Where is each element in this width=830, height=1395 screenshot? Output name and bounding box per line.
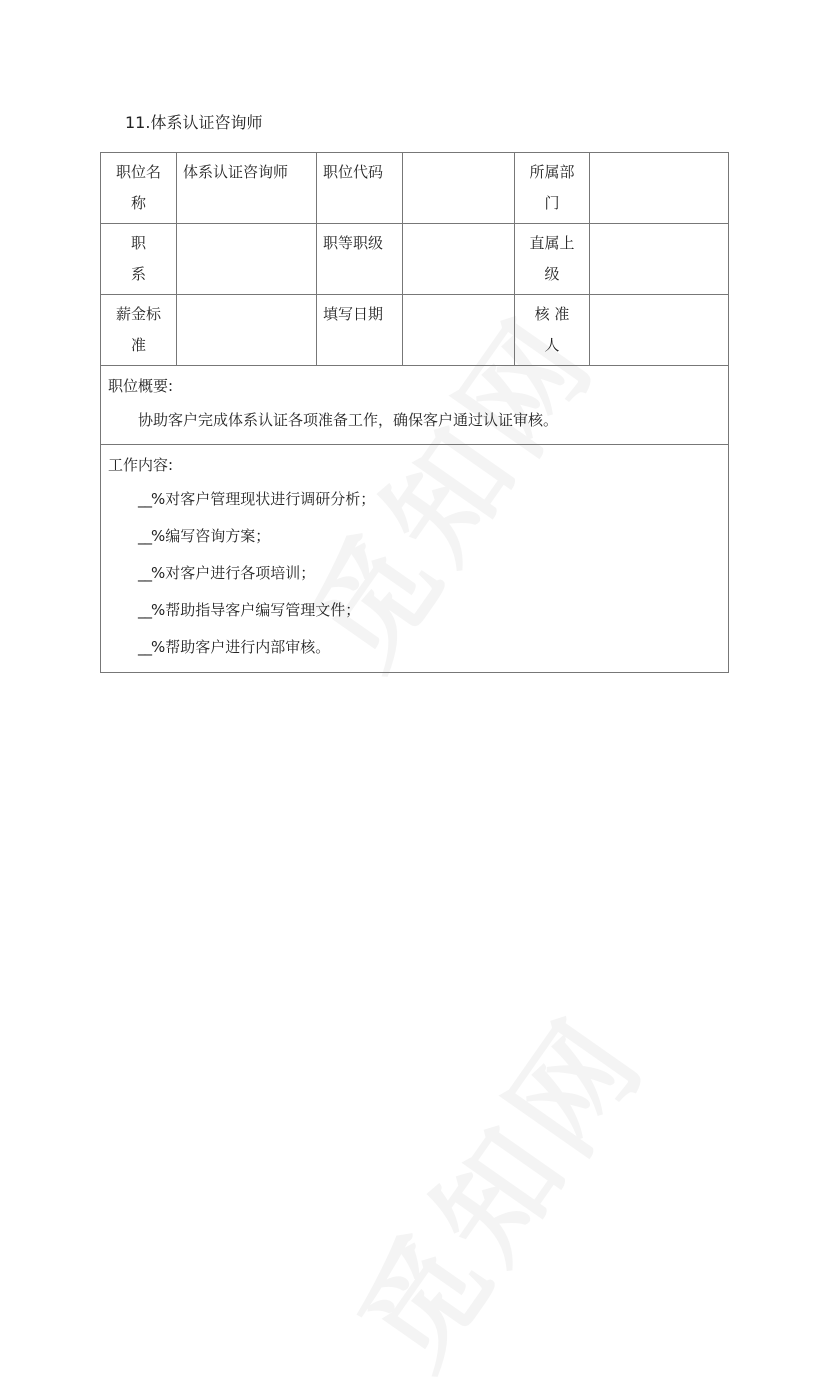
watermark-bottom	[313, 977, 678, 1395]
percent-blank: __	[138, 638, 151, 656]
value-fill-date	[403, 295, 515, 366]
value-approver	[590, 295, 729, 366]
job-description-table	[100, 152, 729, 673]
label-job-grade	[317, 224, 403, 295]
percent-blank: __	[138, 564, 151, 582]
label-fill-date	[317, 295, 403, 366]
duty-text: %对客户进行各项培训；	[151, 564, 316, 582]
duty-text: %编写咨询方案；	[151, 527, 271, 545]
duty-item	[108, 518, 721, 555]
label-line: 薪金标	[115, 305, 161, 323]
label-position-code	[317, 153, 403, 224]
value-salary-standard	[177, 295, 317, 366]
value-direct-supervisor	[590, 224, 729, 295]
value-job-family	[177, 224, 317, 295]
label-line: 填写日期	[323, 305, 384, 323]
duties-cell	[101, 445, 729, 673]
label-line: 所属部	[529, 163, 575, 181]
label-line: 职	[130, 234, 146, 252]
percent-blank: __	[138, 490, 151, 508]
info-row-2	[101, 224, 729, 295]
label-position-name	[101, 153, 177, 224]
label-line: 级	[544, 265, 560, 283]
label-line: 准	[130, 336, 146, 354]
label-line: 直属上	[529, 234, 575, 252]
label-line: 门	[544, 194, 560, 212]
info-row-3	[101, 295, 729, 366]
duty-item	[108, 555, 721, 592]
summary-cell	[101, 366, 729, 445]
duties-row	[101, 445, 729, 673]
label-department	[515, 153, 590, 224]
label-line: 核 准	[534, 305, 570, 323]
duty-text: %帮助客户进行内部审核。	[151, 638, 331, 656]
label-job-family	[101, 224, 177, 295]
summary-text: 协助客户完成体系认证各项准备工作，确保客户通过认证审核。	[138, 411, 559, 429]
value-position-name: 体系认证咨询师	[177, 153, 317, 224]
label-line: 系	[130, 265, 146, 283]
value-department	[590, 153, 729, 224]
value-position-code	[403, 153, 515, 224]
label-line: 职等职级	[323, 234, 384, 252]
label-line: 称	[130, 194, 146, 212]
label-line: 职位代码	[323, 163, 384, 181]
duty-item	[108, 592, 721, 629]
percent-blank: __	[138, 527, 151, 545]
label-approver	[515, 295, 590, 366]
section-heading: 11.体系认证咨询师	[125, 113, 263, 132]
value-job-grade	[403, 224, 515, 295]
duty-item	[108, 629, 721, 666]
percent-blank: __	[138, 601, 151, 619]
duty-text: %对客户管理现状进行调研分析；	[151, 490, 376, 508]
label-salary-standard	[101, 295, 177, 366]
summary-row	[101, 366, 729, 445]
info-row-1	[101, 153, 729, 224]
duties-title: 工作内容:	[108, 456, 174, 474]
duty-item	[108, 481, 721, 518]
label-line: 职位名	[115, 163, 161, 181]
summary-title: 职位概要:	[108, 377, 174, 395]
duty-text: %帮助指导客户编写管理文件；	[151, 601, 361, 619]
label-direct-supervisor	[515, 224, 590, 295]
label-line: 人	[544, 336, 560, 354]
